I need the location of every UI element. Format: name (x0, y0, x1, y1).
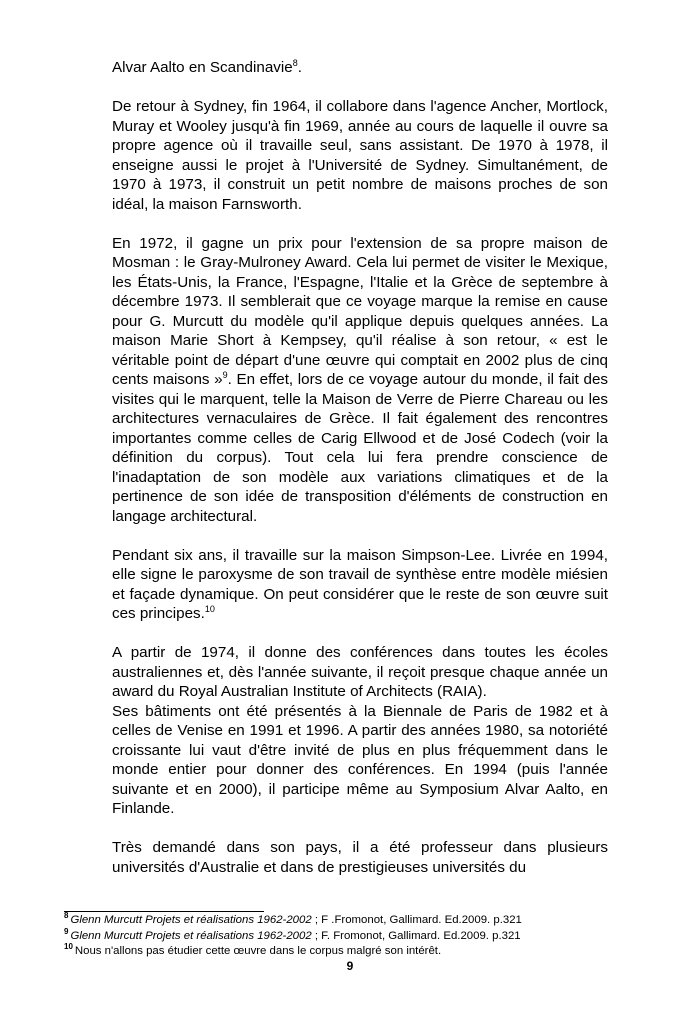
paragraph-2 (112, 234, 608, 527)
paragraph-0-text: Alvar Aalto en Scandinavie (112, 59, 293, 76)
paragraph-0 (112, 58, 608, 78)
paragraph-1: De retour à Sydney, fin 1964, il collabore dans l'agence Ancher, Mortlock, Muray et Wooley jusqu'à fin 1969, année au cours de laquelle il ouvre sa propre agence où il travaille seul, sans assistant. De 1970 à 1978, il enseigne aussi le projet à l'Université de Sydney. Simultanément, de 1970 à 1973, il construit un petit nombre de maisons proches de son idéal, la maison Farnsworth. (112, 98, 608, 213)
footnote-number: 10 (64, 942, 73, 952)
footnote-title: Glenn Murcutt Projets et réalisations 1962-2002 (70, 929, 312, 942)
paragraph-0-tail: . (297, 59, 302, 76)
footnote-ref-10: 10 (204, 603, 215, 614)
footnote-citation: ; F. Fromonot, Gallimard. Ed.2009. p.321 (311, 929, 521, 942)
paragraph-3-text: Pendant six ans, il travaille sur la maison Simpson-Lee. Livrée en 1994, elle signe le paroxysme de son travail de synthèse entre modèle miésien et façade dynamique. On peut considérer que le reste de son œuvre suit ces principes. (112, 546, 608, 622)
footnote-divider (64, 911, 264, 912)
paragraph-6: Très demandé dans son pays, il a été professeur dans plusieurs universités d'Australie et dans de prestigieuses universités du (112, 839, 608, 876)
paragraph-3 (112, 546, 608, 624)
footnote-number: 9 (64, 926, 69, 936)
footnote-text: Nous n'allons pas étudier cette œuvre dans le corpus malgré son intérêt. (74, 945, 442, 957)
footnote-title: Glenn Murcutt Projets et réalisations 1962-2002 (70, 914, 312, 926)
footnote-citation: ; F .Fromonot, Gallimard. Ed.2009. p.321 (311, 914, 522, 926)
paragraph-5: Ses bâtiments ont été présentés à la Biennale de Paris de 1982 et à celles de Venise en 1991 et 1996. A partir des années 1980, sa notoriété croissante lui vaut d'être invité de plus en plus fréquemment dans le monde entier pour donner des conférences. En 1994 (puis l'année suivante et en 2000), il participe même au Symposium Alvar Aalto, en Finlande. (112, 702, 608, 817)
footnote-10 (64, 944, 624, 960)
page-number: 9 (346, 959, 354, 973)
body-text (112, 58, 608, 897)
paragraph-4: A partir de 1974, il donne des conférences dans toutes les écoles australiennes et, dès l'année suivante, il reçoit presque chaque année un award du Royal Australian Institute of Architects (RAIA). (112, 644, 608, 700)
footnote-8 (64, 913, 624, 929)
footnote-number: 8 (64, 911, 69, 921)
footnotes (64, 913, 624, 960)
footnote-ref-9: 9 (222, 369, 228, 380)
footnote-ref-8: 8 (292, 57, 298, 68)
footnote-9 (64, 926, 624, 945)
paragraph-2-tail: . En effet, lors de ce voyage autour du monde, il fait des visites qui le marquent, telle la Maison de Verre de Pierre Chareau ou les architectures vernaculaires de Grèce. Il fait également des rencontres importantes comme celles de Carig Ellwood et de José Codech (voir la définition du corpus). Tout cela lui fera prendre conscience de l'inadaptation de son modèle aux variations climatiques et de la pertinence de son idée de transposition d'éléments de construction en langage architectural. (112, 371, 608, 525)
paragraph-2-text: En 1972, il gagne un prix pour l'extension de sa propre maison de Mosman : le Gray-Mulroney Award. Cela lui permet de visiter le Mexique, les États-Unis, la France, l'Espagne, l'Italie et la Grèce de septembre à décembre 1973. Il semblerait que ce voyage marque la remise en cause pour G. Murcutt du modèle qu'il applique depuis quelques années. La maison Marie Short à Kempsey, qu'il réalise à son retour, « est le véritable point de départ d'une œuvre qui comptait en 2002 plus de cinq cents maisons » (112, 234, 608, 388)
